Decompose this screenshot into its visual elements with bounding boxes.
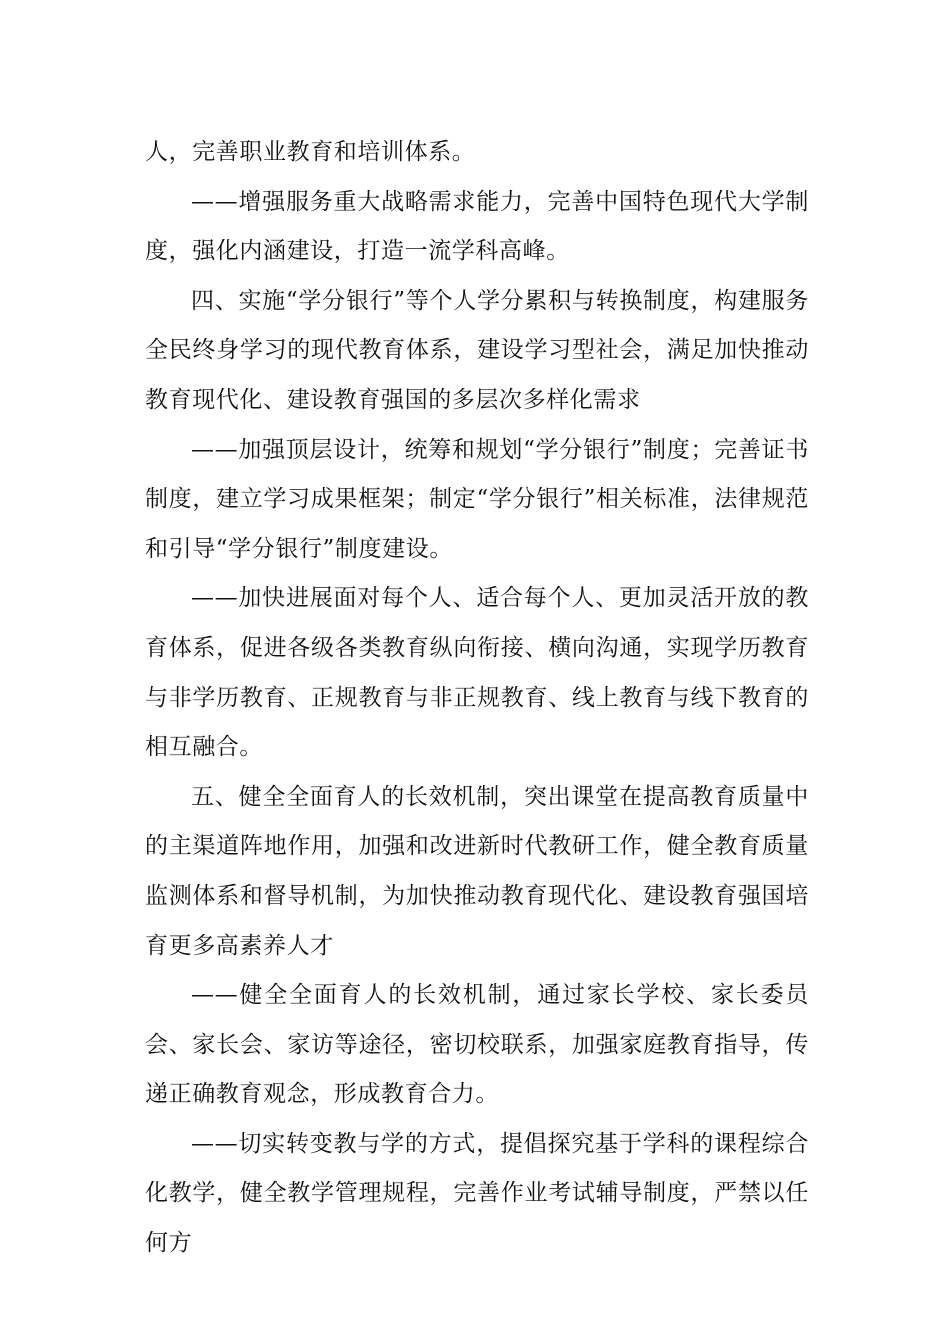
paragraph-flexible-education: ——加快进展面对每个人、适合每个人、更加灵活开放的教育体系，促进各级各类教育纵向衔接、横向沟通，实现学历教育与非学历教育、正规教育与非正规教育、线上教育与线下教育的相互融合。 [145,585,809,761]
paragraph-teaching-reform: ——切实转变教与学的方式，提倡探究基于学科的课程综合化教学，健全教学管理规程，完善作业考试辅导制度，严禁以任何方 [145,1130,809,1257]
paragraph-continuation: 人，完善职业教育和培训体系。 [145,139,476,165]
paragraph-section-four: 四、实施“学分银行”等个人学分累积与转换制度，构建服务全民终身学习的现代教育体系，建设学习型社会，满足加快推动教育现代化、建设教育强国的多层次多样化需求 [145,287,809,413]
paragraph-university-system: ——增强服务重大战略需求能力，完善中国特色现代大学制度，强化内涵建设，打造一流学科高峰。 [145,188,809,265]
paragraph-credit-bank-design: ——加强顶层设计，统筹和规划“学分银行”制度；完善证书制度，建立学习成果框架；制定“学分银行”相关标准，法律规范和引导“学分银行”制度建设。 [145,436,809,562]
document-body [145,128,809,1269]
paragraph-family-education: ——健全全面育人的长效机制，通过家长学校、家长委员会、家长会、家访等途径，密切校联系，加强家庭教育指导，传递正确教育观念，形成教育合力。 [145,982,809,1108]
paragraph-section-five: 五、健全全面育人的长效机制，突出课堂在提高教育质量中的主渠道阵地作用，加强和改进新时代教研工作，健全教育质量监测体系和督导机制，为加快推动教育现代化、建设教育强国培育更多高素养人才 [145,783,809,959]
